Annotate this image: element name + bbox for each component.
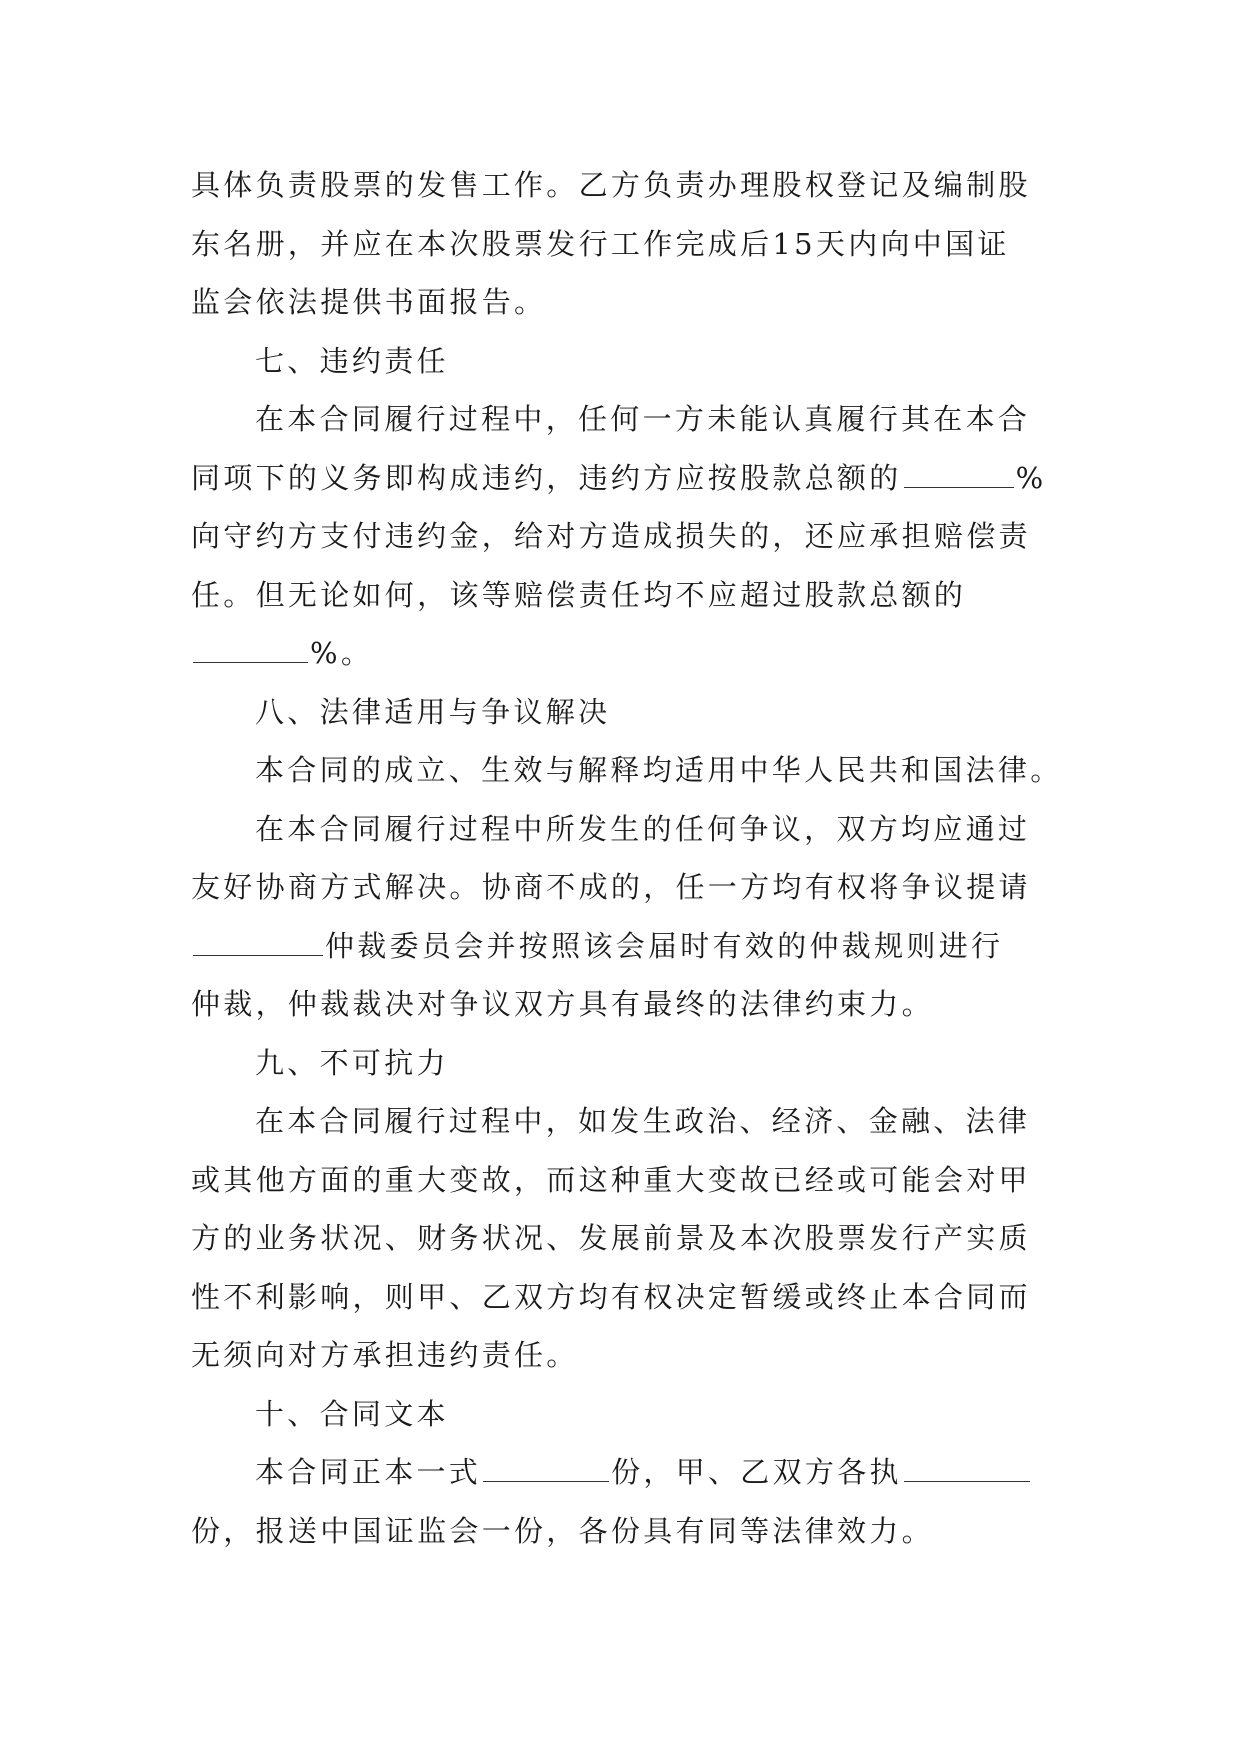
paragraph-line: 东名册，并应在本次股票发行工作完成后15天内向中国证 <box>191 226 1010 261</box>
paragraph-line: 本合同的成立、生效与解释均适用中华人民共和国法律。 <box>255 753 1063 787</box>
section-heading-10: 十、合同文本 <box>255 1396 449 1431</box>
paragraph-line: 具体负责股票的发售工作。乙方负责办理股权登记及编制股 <box>191 168 1031 202</box>
paragraph-line: 任。但无论如何，该等赔偿责任均不应超过股款总额的 <box>191 577 967 612</box>
text-segment: 本合同正本一式 <box>255 1455 482 1489</box>
paragraph-line: 份，报送中国证监会一份，各份具有同等法律效力。 <box>191 1513 934 1548</box>
paragraph-line <box>191 624 1051 683</box>
paragraph-line: 无须向对方承担违约责任。 <box>191 1338 579 1372</box>
fill-in-blank <box>904 461 1014 488</box>
paragraph-line <box>191 449 1051 508</box>
paragraph-line: 在本合同履行过程中所发生的任何争议，双方均应通过 <box>255 811 1031 846</box>
text-segment: 仲裁委员会并按照该会届时有效的仲裁规则进行 <box>325 928 1004 963</box>
section-heading-8: 八、法律适用与争议解决 <box>255 694 611 729</box>
paragraph-line: 方的业务状况、财务状况、发展前景及本次股票发行产实质 <box>191 1221 1031 1255</box>
text-segment: 份，甲、乙双方各执 <box>611 1455 902 1489</box>
paragraph-line: 向守约方支付违约金，给对方造成损失的，还应承担赔偿责 <box>191 519 1031 553</box>
text-segment: % <box>1015 460 1047 495</box>
paragraph-line <box>191 917 1051 976</box>
fill-in-blank <box>193 929 323 956</box>
text-segment: %。 <box>310 636 374 670</box>
paragraph-line: 性不利影响，则甲、乙双方均有权决定暂缓或终止本合同而 <box>191 1279 1031 1314</box>
fill-in-blank <box>483 1455 609 1482</box>
paragraph-line: 友好协商方式解决。协商不成的，任一方均有权将争议提请 <box>191 870 1031 904</box>
paragraph-line: 监会依法提供书面报告。 <box>191 285 547 319</box>
section-heading-9: 九、不可抗力 <box>255 1045 449 1080</box>
text-segment: 同项下的义务即构成违约，违约方应按股款总额的 <box>191 460 902 495</box>
paragraph-line <box>191 1443 1051 1502</box>
fill-in-blank <box>904 1455 1030 1482</box>
contract-body <box>191 156 1063 1560</box>
paragraph-line: 或其他方面的重大变故，而这种重大变故已经或可能会对甲 <box>191 1162 1031 1197</box>
paragraph-line: 仲裁，仲裁裁决对争议双方具有最终的法律约束力。 <box>191 987 934 1021</box>
fill-in-blank <box>193 636 308 663</box>
section-heading-7: 七、违约责任 <box>255 343 449 378</box>
paragraph-line: 在本合同履行过程中，任何一方未能认真履行其在本合 <box>255 402 1031 436</box>
paragraph-line: 在本合同履行过程中，如发生政治、经济、金融、法律 <box>255 1104 1031 1138</box>
